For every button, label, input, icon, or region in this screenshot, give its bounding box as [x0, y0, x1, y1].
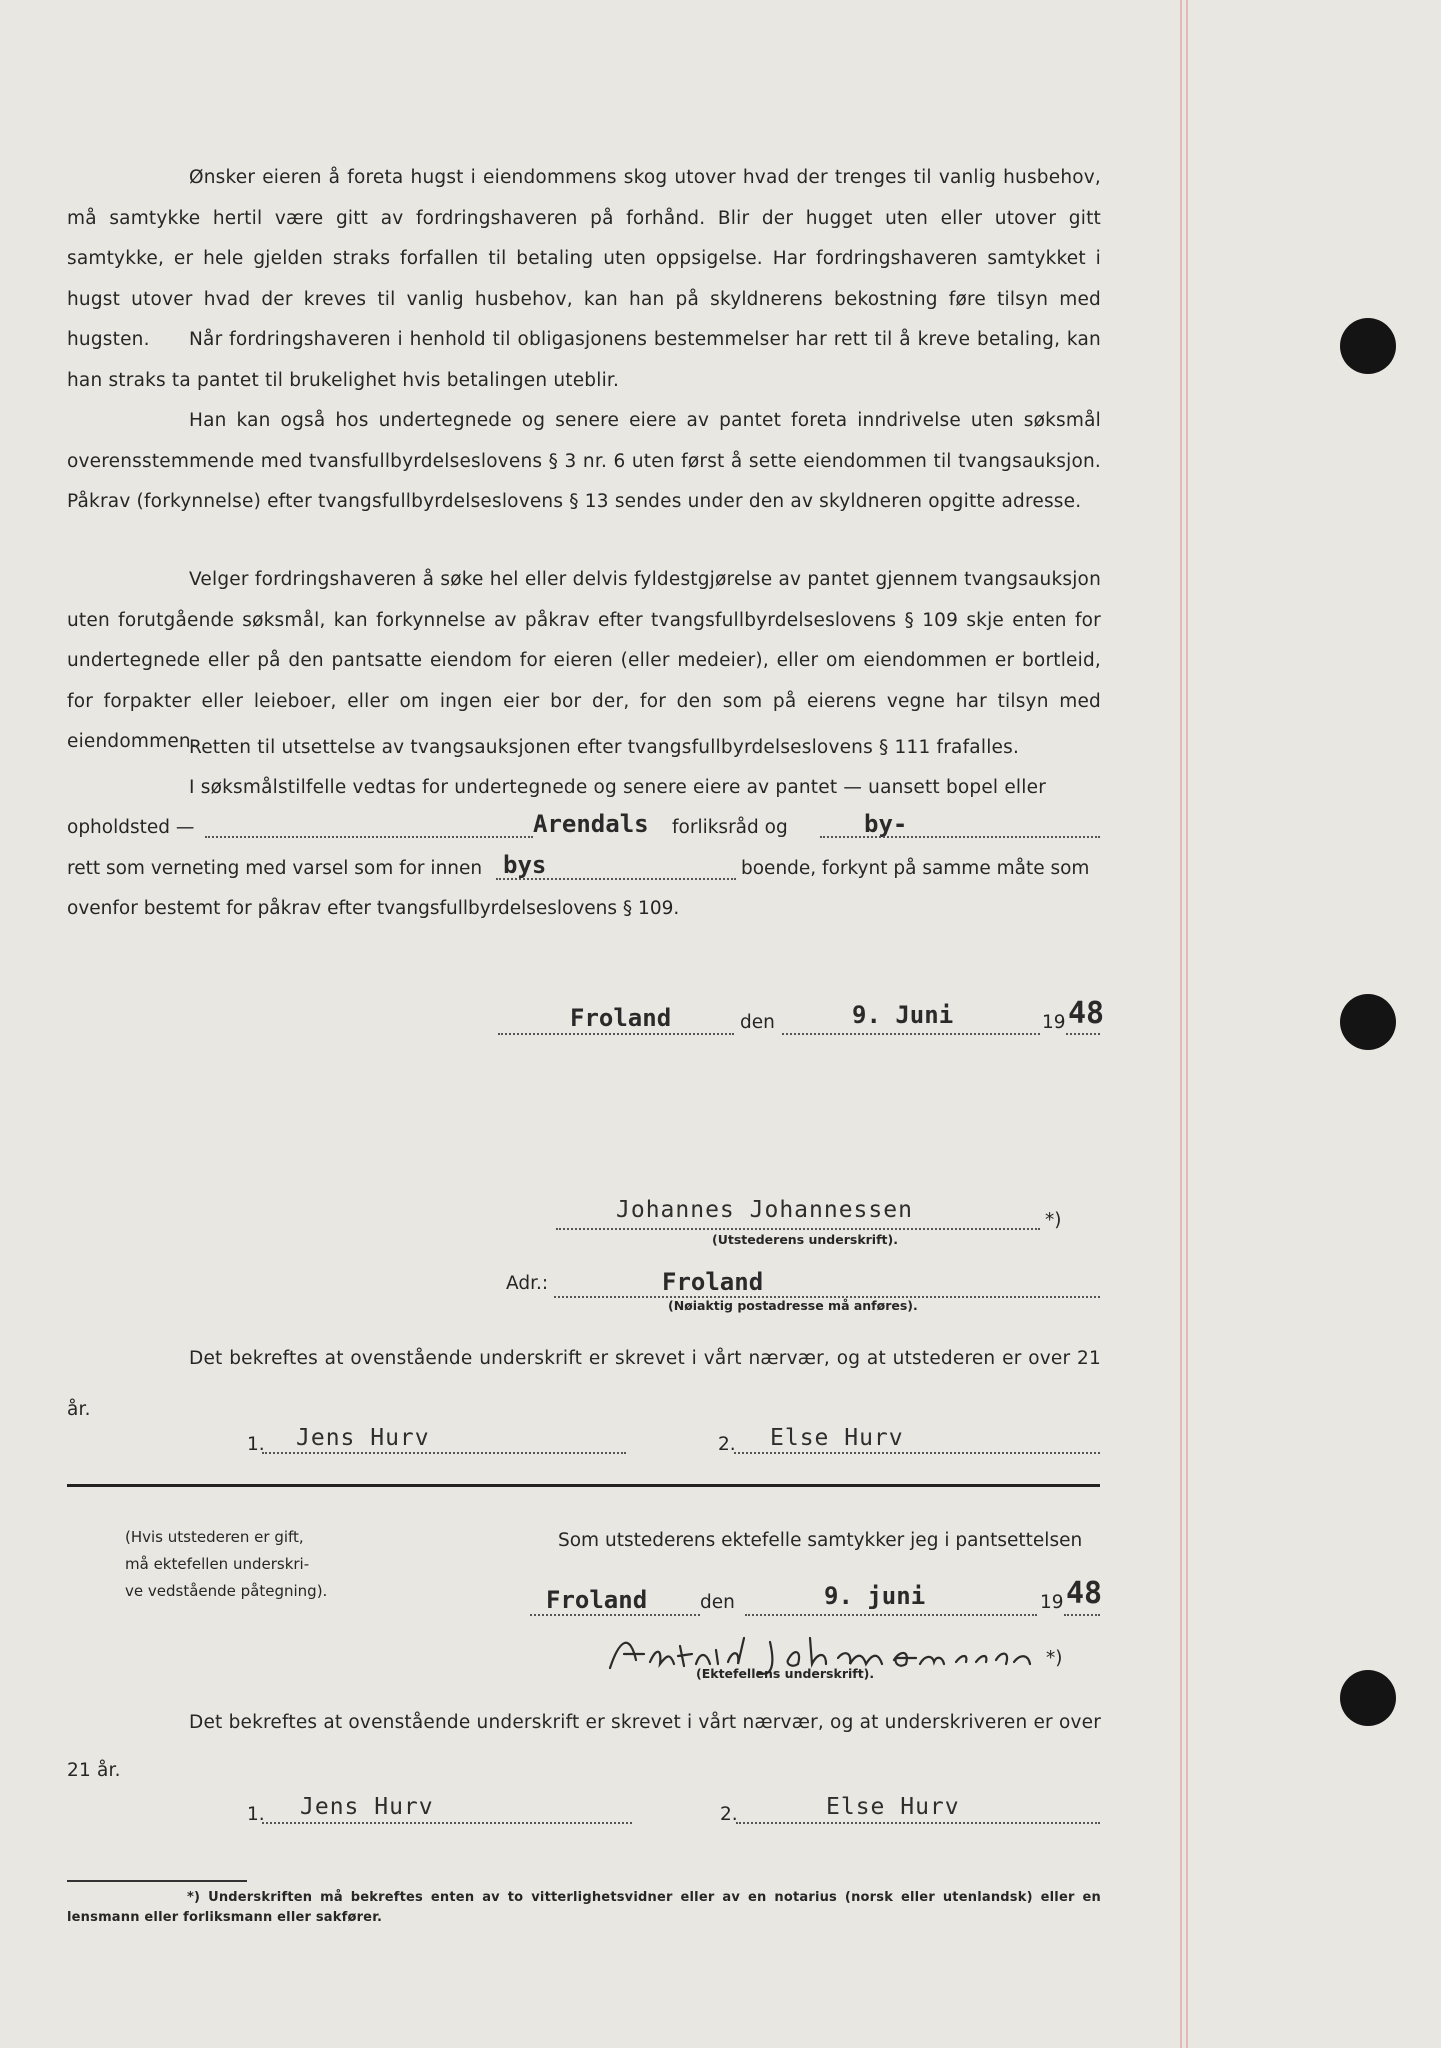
spouse-footnote-mark: *): [1046, 1648, 1063, 1669]
issuer-address: Froland: [662, 1268, 764, 1296]
date1-year-suffix: 48: [1068, 996, 1105, 1031]
spouse-note-line-3: ve vedstående påtegning).: [125, 1582, 328, 1600]
address-caption: (Nøiaktig postadresse må anføres).: [668, 1298, 918, 1313]
witness2-number-2: 2.: [720, 1804, 738, 1825]
venue-dotted-line-3: [496, 878, 736, 880]
venue-line3: ovenfor bestemt for påkrav efter tvangsfullbyrdelseslovens § 109.: [67, 898, 680, 919]
date2-day: 9. juni: [824, 1582, 926, 1610]
witness2-number-1: 1.: [247, 1804, 265, 1825]
date2-day-line: [745, 1614, 1037, 1616]
date1-day: 9. Juni: [852, 1001, 954, 1029]
witness1-line-1: [262, 1452, 626, 1454]
witness2-name-1: Jens Hurv: [300, 1794, 434, 1820]
venue-line1-mid: forliksråd og: [672, 817, 788, 838]
witness1-name-1: Jens Hurv: [296, 1425, 430, 1451]
address-label: Adr.:: [506, 1273, 549, 1294]
venue-dotted-line-1: [205, 836, 533, 838]
witness1-name-2: Else Hurv: [770, 1425, 904, 1451]
margin-rule: [1180, 0, 1188, 2048]
spouse-signature-caption: (Ektefellens underskrift).: [696, 1666, 875, 1681]
issuer-footnote-mark: *): [1045, 1210, 1062, 1231]
issuer-signature: Johannes Johannessen: [616, 1197, 913, 1223]
residence-type: bys: [503, 851, 547, 879]
date1-year-prefix: 19: [1042, 1012, 1066, 1033]
witness2-line-1: [262, 1822, 632, 1824]
date2-place-line: [530, 1614, 700, 1616]
venue-dotted-line-2: [820, 836, 1100, 838]
date2-year-prefix: 19: [1040, 1592, 1064, 1613]
venue-line1-start: opholdsted —: [67, 817, 195, 838]
footnote-rule: [67, 1880, 247, 1882]
witness1-number-2: 2.: [718, 1434, 736, 1455]
venue-line2-start: rett som verneting med varsel som for innen: [67, 858, 483, 879]
witness2-line-2: [736, 1822, 1100, 1824]
spouse-note-line-2: må ektefellen underskri-: [125, 1555, 310, 1573]
date2-den: den: [700, 1592, 735, 1613]
witness-statement-1: Det bekreftes at ovenstående underskrift er skrevet i vårt nærvær, og at utstederen er over 21 år.: [67, 1348, 1101, 1420]
section-divider: [67, 1484, 1100, 1487]
issuer-signature-line: [556, 1228, 1040, 1230]
punch-hole-top: [1340, 318, 1396, 374]
punch-hole-middle: [1340, 994, 1396, 1050]
spouse-note-line-1: (Hvis utstederen er gift,: [125, 1528, 304, 1546]
spouse-consent: Som utstederens ektefelle samtykker jeg i pantsettelsen: [558, 1530, 1083, 1551]
date1-place-line: [498, 1033, 734, 1035]
witness1-number-1: 1.: [247, 1434, 265, 1455]
date1-year-line: [1066, 1033, 1100, 1035]
paragraph-inndrivelse: Han kan også hos undertegnede og senere eiere av pantet foreta inndrivelse uten søksmål overensstemmende med tvansfullbyrdelseslovens § 3 nr. 6 uten først å sette eiendommen til tvangsauksjon. Påkrav (forkynnelse) efter tvangsfullbyrdelseslovens § 13 sendes under den av skyldneren opgitte adresse.: [67, 410, 1101, 512]
paragraph-verneting: I søksmålstilfelle vedtas for undertegnede og senere eiere av pantet — uansett bopel eller: [189, 777, 1046, 798]
date1-day-line: [782, 1033, 1040, 1035]
paragraph-tvangsauksjon: Velger fordringshaveren å søke hel eller delvis fyldestgjørelse av pantet gjennem tvangsauksjon uten forutgående søksmål, kan forkynnelse av påkrav efter tvangsfullbyrdelseslovens § 109 skje enten for undertegnede eller på den pantsatte eiendom for eieren (eller medeier), eller om eiendommen er bortleid, for forpakter eller leieboer, eller om ingen eier bor der, for den som på eierens vegne har tilsyn med eiendommen.: [67, 569, 1101, 752]
punch-hole-bottom: [1340, 1670, 1396, 1726]
date2-year-suffix: 48: [1066, 1576, 1103, 1611]
paragraph-utsettelse: Retten til utsettelse av tvangsauksjonen efter tvangsfullbyrdelseslovens § 111 frafalles.: [189, 737, 1020, 758]
court-city: Arendals: [533, 810, 649, 838]
date1-den: den: [740, 1012, 775, 1033]
paragraph-hugst: Ønsker eieren å foreta hugst i eiendommens skog utover hvad der trenges til vanlig husbehov, må samtykke hertil være gitt av fordringshaveren på forhånd. Blir der hugget uten eller utover gitt samtykke, er hele gjelden straks forfallen til betaling uten oppsigelse. Har fordringshaveren samtykket i hugst utover hvad der kreves til vanlig husbehov, kan han på skyldnerens bekostning føre tilsyn med hugsten.: [67, 167, 1101, 350]
venue-line2-end: boende, forkynt på samme måte som: [741, 858, 1090, 879]
date2-place: Froland: [546, 1586, 648, 1614]
witness-statement-2: Det bekreftes at ovenstående underskrift er skrevet i vårt nærvær, og at underskriveren er over 21 år.: [67, 1712, 1101, 1781]
court-type: by-: [864, 810, 908, 838]
date1-place: Froland: [570, 1004, 672, 1032]
date2-year-line: [1064, 1614, 1100, 1616]
witness2-name-2: Else Hurv: [826, 1794, 960, 1820]
paragraph-brukelighet: Når fordringshaveren i henhold til obligasjonens bestemmelser har rett til å kreve betaling, kan han straks ta pantet til brukelighet hvis betalingen uteblir.: [67, 329, 1101, 391]
footnote-text: *) Underskriften må bekreftes enten av to vitterlighetsvidner eller av en notarius (norsk eller utenlandsk) eller en lensmann eller forliksmann eller sakfører.: [67, 1890, 1101, 1925]
issuer-signature-caption: (Utstederens underskrift).: [712, 1232, 898, 1247]
witness1-line-2: [734, 1452, 1100, 1454]
